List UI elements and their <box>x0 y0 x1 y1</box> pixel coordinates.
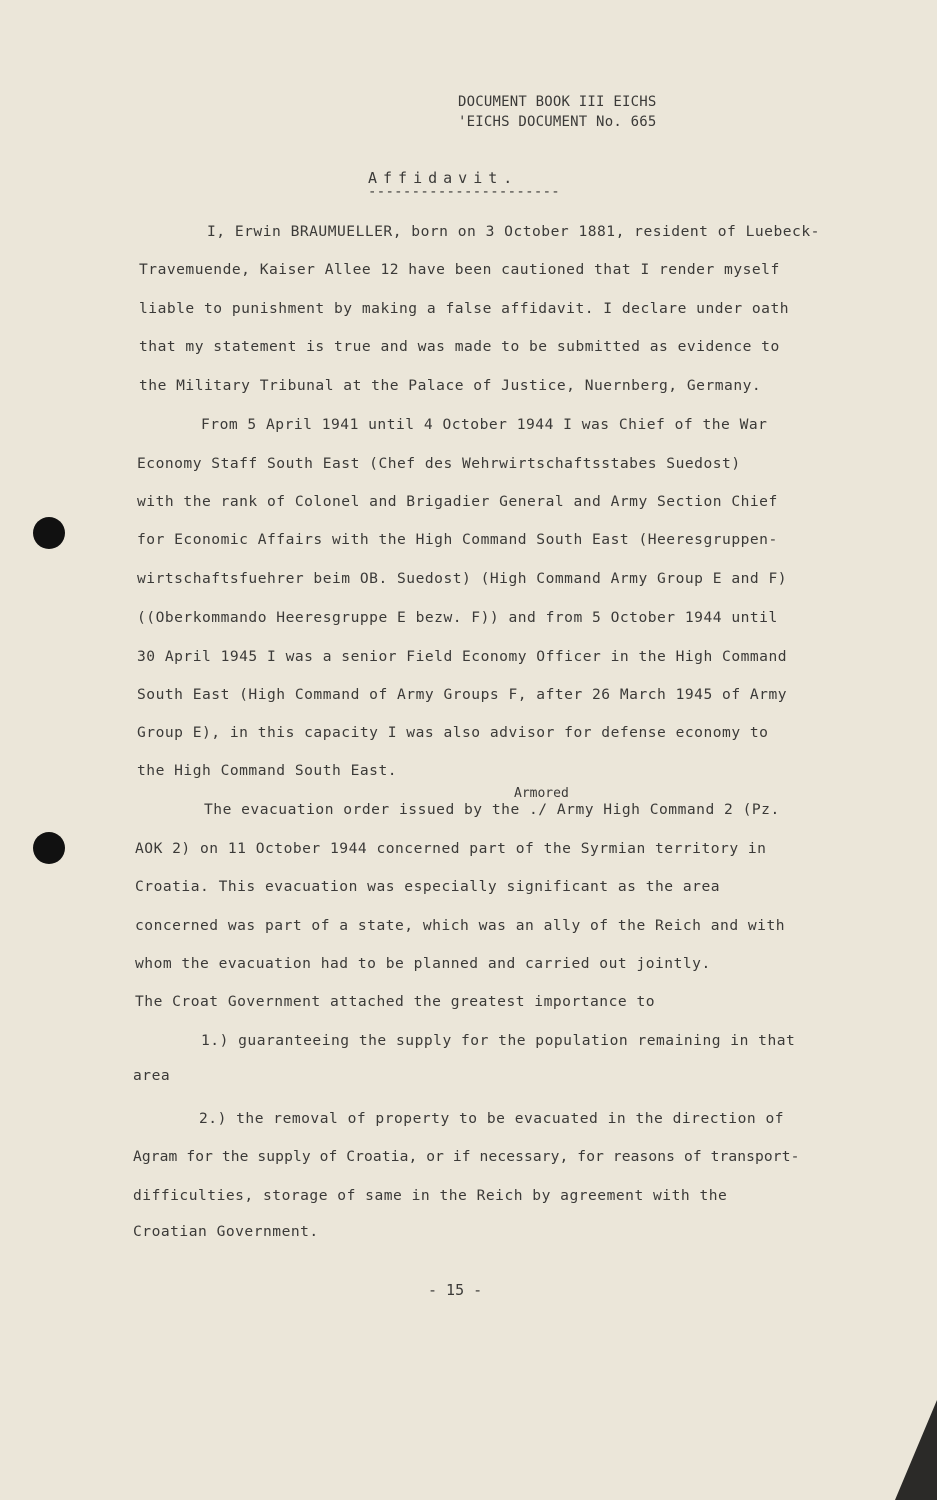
body-line: difficulties, storage of same in the Reich by agreement with the <box>133 1187 728 1204</box>
title-underline: ---------------------- <box>368 184 561 200</box>
body-line: area <box>133 1067 171 1084</box>
folded-page-corner <box>895 1400 937 1500</box>
body-line: ((Oberkommando Heeresgruppe E bezw. F)) and from 5 October 1944 until <box>137 609 778 626</box>
punch-hole-top <box>33 517 65 549</box>
body-line: The Croat Government attached the greatest importance to <box>135 993 656 1010</box>
body-line: Agram for the supply of Croatia, or if necessary, for reasons of transport- <box>133 1148 800 1165</box>
body-line: 1.) guaranteeing the supply for the population remaining in that <box>201 1032 796 1049</box>
body-line: the Military Tribunal at the Palace of Justice, Nuernberg, Germany. <box>139 377 762 394</box>
body-line: Economy Staff South East (Chef des Wehrwirtschaftsstabes Suedost) <box>137 455 741 472</box>
body-line: 30 April 1945 I was a senior Field Economy Officer in the High Command <box>137 648 788 665</box>
body-line: Travemuende, Kaiser Allee 12 have been cautioned that I render myself <box>139 261 780 278</box>
body-line: 2.) the removal of property to be evacuated in the direction of <box>199 1110 785 1127</box>
body-line: the High Command South East. <box>137 762 398 779</box>
body-line: wirtschaftsfuehrer beim OB. Suedost) (High Command Army Group E and F) <box>137 570 788 587</box>
body-line: with the rank of Colonel and Brigadier General and Army Section Chief <box>137 493 778 510</box>
body-line: Croatia. This evacuation was especially significant as the area <box>135 878 721 895</box>
header-line-1: DOCUMENT BOOK III EICHS <box>458 94 657 110</box>
body-line: concerned was part of a state, which was an ally of the Reich and with <box>135 917 786 934</box>
handwritten-insertion-note: Armored <box>514 786 569 801</box>
body-line: The evacuation order issued by the ./ Army High Command 2 (Pz. <box>204 801 780 818</box>
punch-hole-bottom <box>33 832 65 864</box>
body-line: Group E), in this capacity I was also advisor for defense economy to <box>137 724 769 741</box>
body-line: for Economic Affairs with the High Command South East (Heeresgruppen- <box>137 531 778 548</box>
body-line: that my statement is true and was made to be submitted as evidence to <box>139 338 780 355</box>
document-header <box>458 92 656 132</box>
page-number: - 15 - <box>428 1281 483 1299</box>
header-line-2: 'EICHS DOCUMENT No. 665 <box>458 114 657 130</box>
body-line: Croatian Government. <box>133 1223 319 1240</box>
body-line: From 5 April 1941 until 4 October 1944 I was Chief of the War <box>201 416 768 433</box>
body-line: South East (High Command of Army Groups F, after 26 March 1945 of Army <box>137 686 788 703</box>
body-line: liable to punishment by making a false affidavit. I declare under oath <box>139 300 790 317</box>
body-line: whom the evacuation had to be planned and carried out jointly. <box>135 955 711 972</box>
body-line: I, Erwin BRAUMUELLER, born on 3 October 1881, resident of Luebeck- <box>207 223 820 240</box>
document-title: Affidavit. <box>368 169 519 187</box>
body-line: AOK 2) on 11 October 1944 concerned part of the Syrmian territory in <box>135 840 767 857</box>
